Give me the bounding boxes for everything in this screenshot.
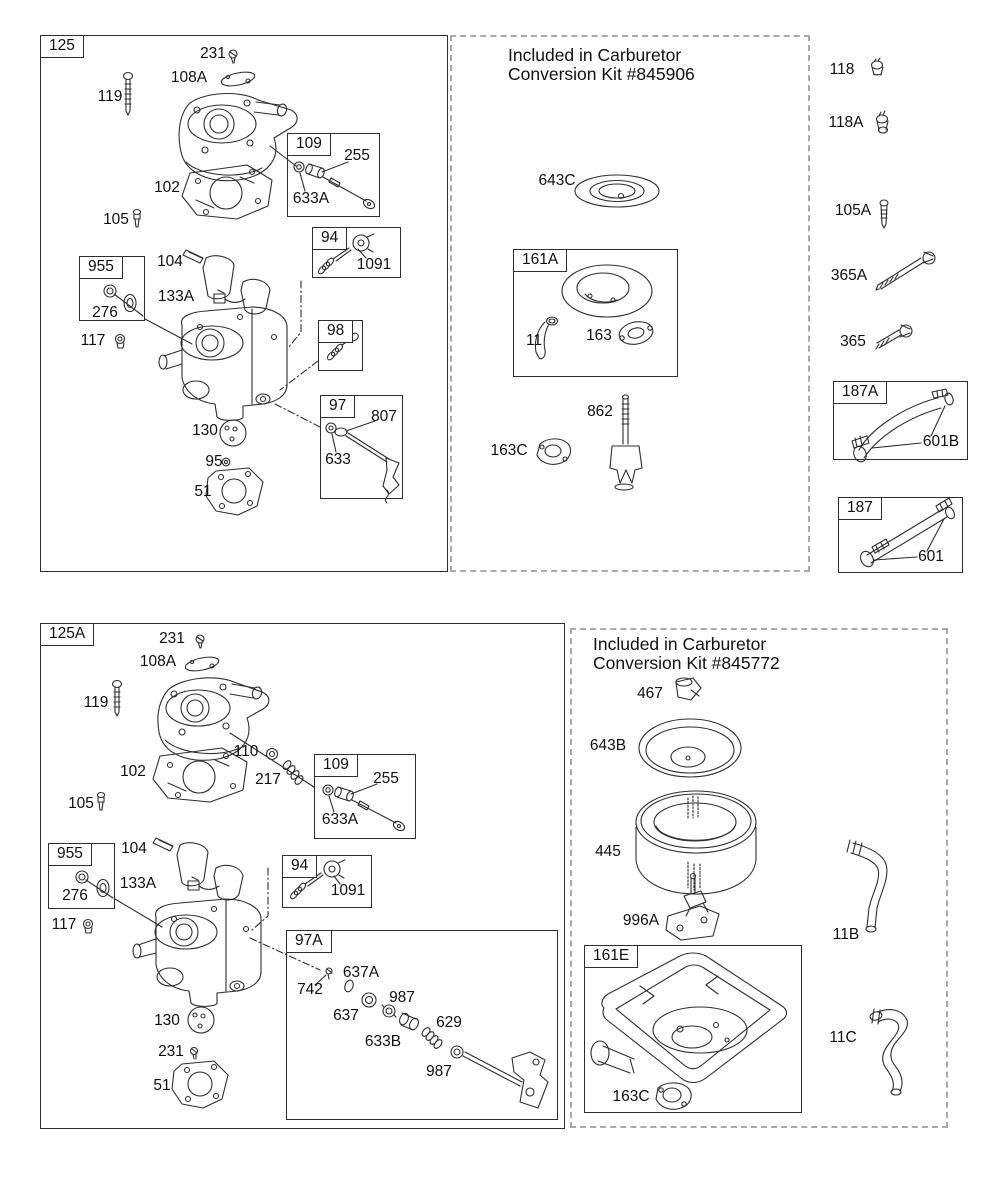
box-tag-125A: 125A — [40, 623, 94, 646]
part-label-987-box-97A: 987 — [389, 989, 415, 1006]
part-label-51-box-125: 51 — [194, 483, 212, 500]
callout-box-97A — [286, 930, 558, 1120]
box-tag-187A: 187A — [833, 381, 887, 404]
kit-title-845906-line1: Included in Carburetor — [508, 45, 682, 65]
part-label-130-box-125A: 130 — [154, 1012, 180, 1029]
part-label-643C-kit-845906: 643C — [538, 172, 576, 189]
part-label-117-box-125: 117 — [80, 332, 106, 349]
part-label-633-box-97: 633 — [325, 451, 351, 468]
kit-title-845906-line2: Conversion Kit #845906 — [508, 63, 695, 84]
callout-box-187 — [838, 497, 963, 573]
box-tag-161E: 161E — [584, 945, 638, 968]
part-label-105A-right-column: 105A — [834, 202, 872, 219]
box-tag-187: 187 — [838, 497, 882, 520]
part-label-276-box-955: 276 — [92, 304, 118, 321]
box-tag-98: 98 — [318, 320, 353, 343]
part-label-11C-kit-845772: 11C — [829, 1029, 857, 1046]
part-label-119-box-125: 119 — [97, 88, 123, 105]
part-label-130-box-125: 130 — [192, 422, 218, 439]
part-label-987-box-97A: 987 — [426, 1063, 452, 1080]
part-label-163C-box-161E: 163C — [612, 1088, 650, 1105]
kit-title-845906 — [508, 46, 695, 83]
plug-118A-icon — [877, 111, 889, 133]
box-tag-97A: 97A — [286, 930, 332, 953]
part-label-231-box-125A: 231 — [158, 1043, 184, 1060]
part-label-862-kit-845906: 862 — [587, 403, 613, 420]
kit-title-845772-line2: Conversion Kit #845772 — [593, 652, 780, 673]
part-label-118A-right-column: 118A — [828, 114, 864, 131]
callout-box-98 — [318, 320, 363, 371]
part-label-108A-box-125A: 108A — [139, 653, 177, 670]
part-label-365-right-column: 365 — [840, 333, 866, 350]
part-label-102-box-125: 102 — [154, 179, 180, 196]
part-label-742-box-97A: 742 — [297, 981, 323, 998]
box-tag-125: 125 — [40, 35, 84, 58]
part-label-643B-kit-845772: 643B — [589, 737, 627, 754]
screw-105A-icon — [880, 200, 888, 228]
part-label-119-box-125A: 119 — [83, 694, 109, 711]
kit-title-845772 — [593, 635, 780, 672]
part-label-231-box-125A: 231 — [159, 630, 185, 647]
part-label-105-box-125A: 105 — [68, 795, 94, 812]
part-label-51-box-125A: 51 — [153, 1077, 171, 1094]
part-label-95-box-125: 95 — [205, 453, 223, 470]
part-label-365A-right-column: 365A — [830, 267, 868, 284]
part-label-102-box-125A: 102 — [120, 763, 146, 780]
part-label-633B-box-97A: 633B — [364, 1033, 402, 1050]
part-label-11B-kit-845772: 11B — [832, 926, 860, 943]
part-label-601B-box-187A: 601B — [922, 433, 960, 450]
part-label-629-box-97A: 629 — [436, 1014, 462, 1031]
part-label-105-box-125: 105 — [103, 211, 129, 228]
part-label-637-box-97A: 637 — [333, 1007, 359, 1024]
part-label-601-box-187: 601 — [918, 548, 944, 565]
box-tag-109: 109 — [314, 754, 358, 777]
part-label-104-box-125A: 104 — [121, 840, 147, 857]
part-label-217-box-125A: 217 — [255, 771, 281, 788]
part-label-117-box-125A: 117 — [51, 916, 77, 933]
box-tag-109: 109 — [287, 133, 331, 156]
bolt-365A-icon — [876, 252, 935, 290]
box-tag-97: 97 — [320, 395, 355, 418]
part-label-633A-box-109-lower: 633A — [321, 811, 359, 828]
box-tag-94: 94 — [282, 855, 317, 878]
kit-title-845772-line1: Included in Carburetor — [593, 634, 767, 654]
part-label-633A-box-109: 633A — [292, 190, 330, 207]
part-label-104-box-125: 104 — [157, 253, 183, 270]
part-label-163-box-161A: 163 — [586, 327, 612, 344]
callout-box-161A — [513, 249, 678, 377]
part-label-637A-box-97A: 637A — [342, 964, 380, 981]
part-label-1091-box-94: 1091 — [356, 256, 392, 273]
box-tag-94: 94 — [312, 227, 347, 250]
plug-118-icon — [872, 58, 884, 75]
box-tag-955: 955 — [48, 843, 92, 866]
bolt-365-icon — [876, 325, 912, 349]
part-label-11-box-161A: 11 — [525, 332, 543, 349]
part-label-445-kit-845772: 445 — [595, 843, 621, 860]
part-label-108A-box-125: 108A — [170, 69, 208, 86]
part-label-996A-kit-845772: 996A — [622, 912, 660, 929]
part-label-231-box-125: 231 — [200, 45, 226, 62]
part-label-276-box-955-lower: 276 — [62, 887, 88, 904]
part-label-807-box-97: 807 — [371, 408, 397, 425]
part-label-110-box-125A: 110 — [233, 743, 259, 760]
box-tag-955: 955 — [79, 256, 123, 279]
part-label-255-box-109: 255 — [344, 147, 370, 164]
part-label-133A-box-125: 133A — [157, 288, 195, 305]
part-label-133A-box-125A: 133A — [119, 875, 157, 892]
part-label-467-kit-845772: 467 — [637, 685, 663, 702]
part-label-1091-box-94-lower: 1091 — [330, 882, 366, 899]
box-tag-161A: 161A — [513, 249, 567, 272]
part-label-118-right-column: 118 — [829, 61, 855, 78]
part-label-163C-kit-845906: 163C — [490, 442, 528, 459]
part-label-255-box-109-lower: 255 — [373, 770, 399, 787]
